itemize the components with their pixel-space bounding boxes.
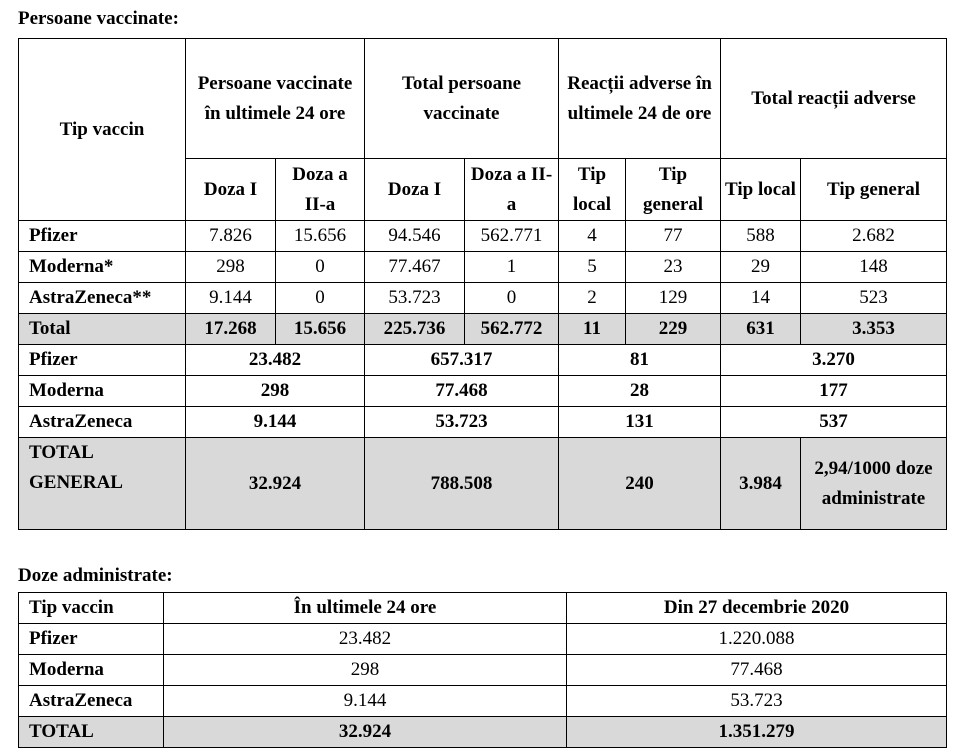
total-label: TOTAL <box>19 717 164 748</box>
table-cell: 28 <box>559 376 721 407</box>
table-cell: 0 <box>276 252 365 283</box>
table-cell: 7.826 <box>186 221 276 252</box>
table-cell: 32.924 <box>186 438 365 530</box>
table-cell: 77.468 <box>567 655 947 686</box>
summary-row <box>19 376 947 407</box>
doses-table <box>18 592 947 748</box>
vaccine-name: AstraZeneca <box>19 407 186 438</box>
table-row <box>19 221 947 252</box>
subheader-cell: Doza a II-a <box>276 159 365 221</box>
table-row <box>19 283 947 314</box>
table-row <box>19 252 947 283</box>
table-cell: 657.317 <box>365 345 559 376</box>
header-total: Total persoane vaccinate <box>365 39 559 159</box>
table-cell: 9.144 <box>164 686 567 717</box>
total-general-label: TOTAL GENERAL <box>19 438 186 530</box>
table-cell: 148 <box>801 252 947 283</box>
total-label: Total <box>19 314 186 345</box>
table-cell: 0 <box>465 283 559 314</box>
header-tip: Tip vaccin <box>19 39 186 221</box>
subheader-cell: Tip local <box>721 159 801 221</box>
total-general-row <box>19 438 947 530</box>
total-row <box>19 717 947 748</box>
vaccine-name: Pfizer <box>19 221 186 252</box>
header-since: Din 27 decembrie 2020 <box>567 593 947 624</box>
table-cell: 9.144 <box>186 407 365 438</box>
table-cell: 77.468 <box>365 376 559 407</box>
vaccine-name: Moderna <box>19 655 164 686</box>
table-cell: 1 <box>465 252 559 283</box>
table-row <box>19 655 947 686</box>
table-cell: 81 <box>559 345 721 376</box>
table-cell: 3.353 <box>801 314 947 345</box>
header-reactions-total: Total reacții adverse <box>721 39 947 159</box>
subheader-cell: Doza I <box>186 159 276 221</box>
section-title-vaccinated: Persoane vaccinate: <box>18 8 179 29</box>
table-cell: 3.984 <box>721 438 801 530</box>
table-cell: 3.270 <box>721 345 947 376</box>
header-24h: În ultimele 24 ore <box>164 593 567 624</box>
table-cell: 131 <box>559 407 721 438</box>
table-cell: 23.482 <box>186 345 365 376</box>
table-cell: 15.656 <box>276 221 365 252</box>
header-reactions-24h: Reacții adverse în ultimele 24 de ore <box>559 39 721 159</box>
header-tip: Tip vaccin <box>19 593 164 624</box>
table-cell: 23.482 <box>164 624 567 655</box>
table-cell: 1.351.279 <box>567 717 947 748</box>
table-cell: 129 <box>626 283 721 314</box>
table-cell: 588 <box>721 221 801 252</box>
vaccine-name: Pfizer <box>19 345 186 376</box>
table-cell: 298 <box>186 252 276 283</box>
table-cell: 9.144 <box>186 283 276 314</box>
table-cell: 11 <box>559 314 626 345</box>
table-cell: 2 <box>559 283 626 314</box>
total-row <box>19 314 947 345</box>
table-cell: 523 <box>801 283 947 314</box>
table-cell: 2,94/1000 doze administrate <box>801 438 947 530</box>
table-cell: 53.723 <box>365 283 465 314</box>
table-cell: 4 <box>559 221 626 252</box>
table-cell: 537 <box>721 407 947 438</box>
table-cell: 5 <box>559 252 626 283</box>
table-cell: 32.924 <box>164 717 567 748</box>
subheader-cell: Doza a II-a <box>465 159 559 221</box>
table-cell: 298 <box>164 655 567 686</box>
table-row <box>19 686 947 717</box>
table-cell: 225.736 <box>365 314 465 345</box>
table-cell: 77.467 <box>365 252 465 283</box>
table-cell: 94.546 <box>365 221 465 252</box>
table-cell: 15.656 <box>276 314 365 345</box>
table-cell: 177 <box>721 376 947 407</box>
vaccinated-table <box>18 38 947 530</box>
table-cell: 1.220.088 <box>567 624 947 655</box>
table-cell: 562.772 <box>465 314 559 345</box>
summary-row <box>19 407 947 438</box>
vaccine-name: Pfizer <box>19 624 164 655</box>
vaccine-name: Moderna* <box>19 252 186 283</box>
table-cell: 298 <box>186 376 365 407</box>
header-24h: Persoane vaccinate în ultimele 24 ore <box>186 39 365 159</box>
vaccine-name: AstraZeneca** <box>19 283 186 314</box>
subheader-cell: Tip local <box>559 159 626 221</box>
table-cell: 53.723 <box>365 407 559 438</box>
subheader-cell: Tip general <box>626 159 721 221</box>
section-title-doses: Doze administrate: <box>18 565 173 586</box>
table-cell: 17.268 <box>186 314 276 345</box>
table-cell: 23 <box>626 252 721 283</box>
summary-row <box>19 345 947 376</box>
table-row <box>19 624 947 655</box>
table-cell: 631 <box>721 314 801 345</box>
table-cell: 2.682 <box>801 221 947 252</box>
table-cell: 240 <box>559 438 721 530</box>
table-cell: 14 <box>721 283 801 314</box>
table-cell: 53.723 <box>567 686 947 717</box>
table-cell: 29 <box>721 252 801 283</box>
subheader-cell: Tip general <box>801 159 947 221</box>
table-cell: 77 <box>626 221 721 252</box>
table-cell: 788.508 <box>365 438 559 530</box>
table-cell: 229 <box>626 314 721 345</box>
table-cell: 562.771 <box>465 221 559 252</box>
vaccine-name: AstraZeneca <box>19 686 164 717</box>
subheader-cell: Doza I <box>365 159 465 221</box>
table-cell: 0 <box>276 283 365 314</box>
vaccine-name: Moderna <box>19 376 186 407</box>
